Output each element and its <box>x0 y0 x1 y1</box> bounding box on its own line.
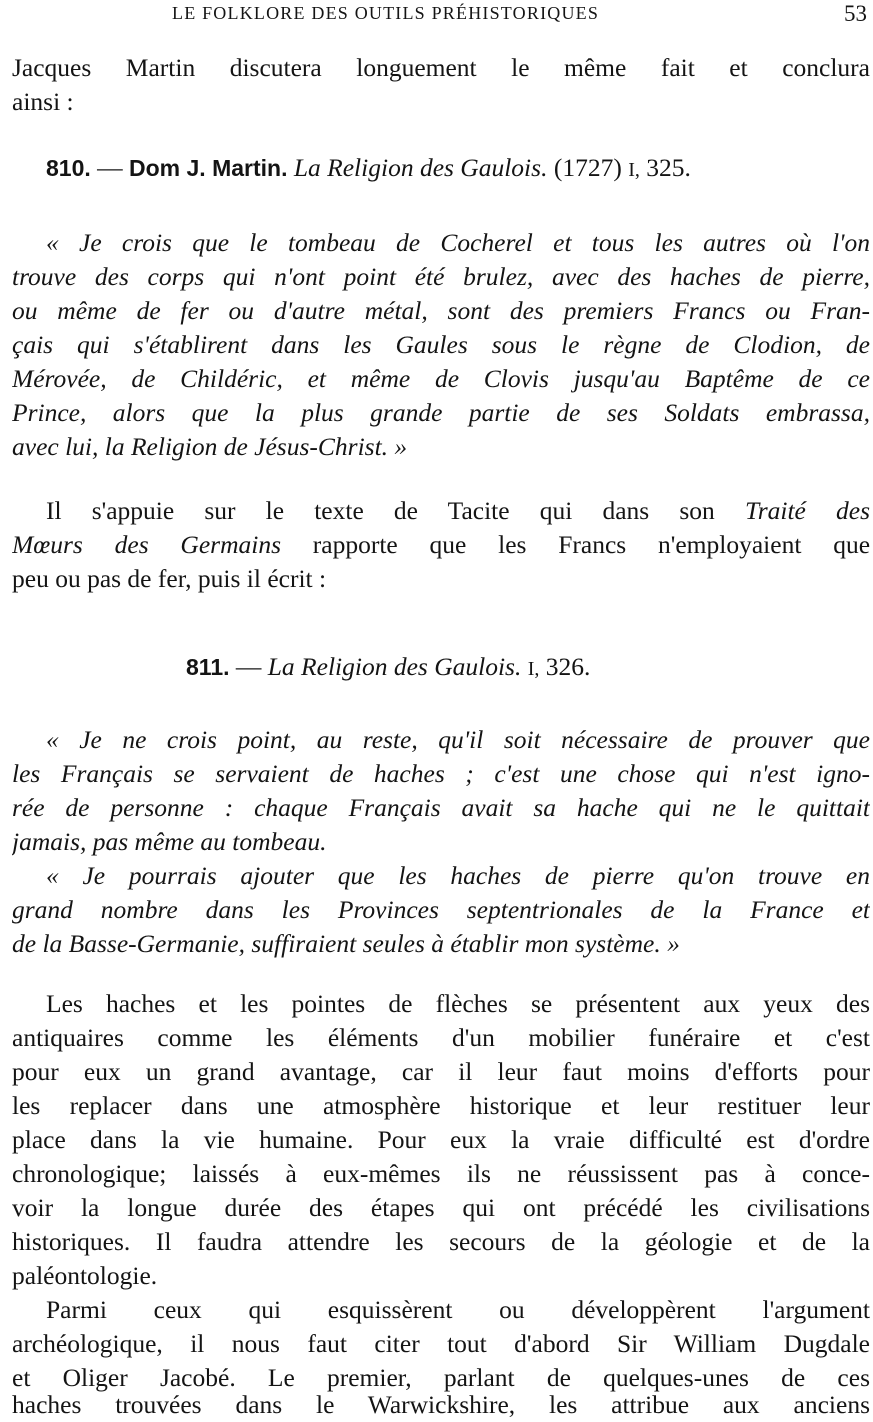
citation-811-number: 811. <box>186 654 230 680</box>
intro-line-1: Jacques Martin discutera longuement le même fait et conclura <box>12 53 870 82</box>
page-header <box>0 0 873 28</box>
citation-811-page: 326. <box>545 652 591 681</box>
citation-811 <box>186 650 786 684</box>
tacite-line-1-start: Il s'appuie sur le texte de Tacite qui dans son <box>46 496 715 525</box>
quote-810-line: Prince, alors que la plus grande partie de ses Soldats embrassa, <box>12 398 870 427</box>
citation-810-title: La Religion des Gaulois. <box>293 153 548 182</box>
quote-811-line: de la Basse-Germanie, suffiraient seules à établir mon système. » <box>12 929 680 958</box>
body-line: et Oliger Jacobé. Le premier, parlant de quelques-unes de ces <box>12 1363 870 1392</box>
page-number: 53 <box>844 1 867 26</box>
citation-810-year: (1727) <box>553 153 622 182</box>
body-line: historiques. Il faudra attendre les secours de la géologie et de la <box>12 1227 870 1256</box>
intro-line-2: ainsi : <box>12 87 74 116</box>
quote-810-line: Mérovée, de Childéric, et même de Clovis jusqu'au Baptême de ce <box>12 364 870 393</box>
body-line: pour eux un grand avantage, car il leur faut moins d'efforts pour <box>12 1057 870 1086</box>
quote-811-line: les Français se servaient de haches ; c'est une chose qui n'est igno- <box>12 759 870 788</box>
running-title: LE FOLKLORE DES OUTILS PRÉHISTORIQUES <box>172 3 600 23</box>
quote-811-line: rée de personne : chaque Français avait sa hache qui ne le quittait <box>12 793 870 822</box>
quote-811-line: grand nombre dans les Provinces septentrionales de la France et <box>12 895 870 924</box>
quote-810-line: « Je crois que le tombeau de Cocherel et tous les autres où l'on <box>46 228 870 257</box>
body-line: antiquaires comme les éléments d'un mobilier funéraire et c'est <box>12 1023 870 1052</box>
body-line: les replacer dans une atmosphère historique et leur restituer leur <box>12 1091 870 1120</box>
quote-811-line: « Je pourrais ajouter que les haches de pierre qu'on trouve en <box>46 861 870 890</box>
tacite-line-1-italic: Traité des <box>744 496 870 525</box>
body-line: voir la longue durée des étapes qui ont précédé les civilisations <box>12 1193 870 1222</box>
citation-810-dash: — <box>97 153 123 182</box>
quote-810-line: trouve des corps qui n'ont point été brulez, avec des haches de pierre, <box>12 262 870 291</box>
paragraph-tacite-line-2 <box>12 528 870 562</box>
tacite-line-2-rest: rapporte que les Francs n'employaient que <box>312 530 870 559</box>
citation-811-dash: — <box>235 652 262 681</box>
body-line: place dans la vie humaine. Pour eux la vraie difficulté est d'ordre <box>12 1125 870 1154</box>
body-line: Les haches et les pointes de flèches se présentent aux yeux des <box>46 989 870 1018</box>
citation-810-number: 810. <box>46 155 91 181</box>
quote-810-line: avec lui, la Religion de Jésus-Christ. » <box>12 432 408 461</box>
citation-810-page: 325. <box>646 153 691 182</box>
quote-811-line: « Je ne crois point, au reste, qu'il soit nécessaire de prouver que <box>46 725 870 754</box>
citation-810-author: Dom J. Martin. <box>129 155 288 181</box>
quote-810-line: çais qui s'établirent dans les Gaules sous le règne de Clodion, de <box>12 330 870 359</box>
paragraph-tacite-line-1 <box>46 494 870 528</box>
body-line: paléontologie. <box>12 1261 158 1290</box>
body-line: haches trouvées dans le Warwickshire, les attribue aux anciens <box>12 1390 870 1419</box>
citation-810 <box>46 151 873 185</box>
quote-811-line: jamais, pas même au tombeau. <box>12 827 327 856</box>
tacite-line-2-italic: Mœurs des Germains <box>12 530 281 559</box>
paragraph-tacite-line-3: peu ou pas de fer, puis il écrit : <box>12 564 327 593</box>
body-line: chronologique; laissés à eux-mêmes ils ne réussissent pas à conce- <box>12 1159 870 1188</box>
body-line: archéologique, il nous faut citer tout d'abord Sir William Dugdale <box>12 1329 870 1358</box>
citation-811-volume: I, <box>527 658 540 680</box>
citation-810-volume: I, <box>628 159 640 181</box>
citation-811-title: La Religion des Gaulois. <box>267 652 522 681</box>
quote-810-line: ou même de fer ou d'autre métal, sont des premiers Francs ou Fran- <box>12 296 870 325</box>
body-line: Parmi ceux qui esquissèrent ou développèrent l'argument <box>46 1295 870 1324</box>
